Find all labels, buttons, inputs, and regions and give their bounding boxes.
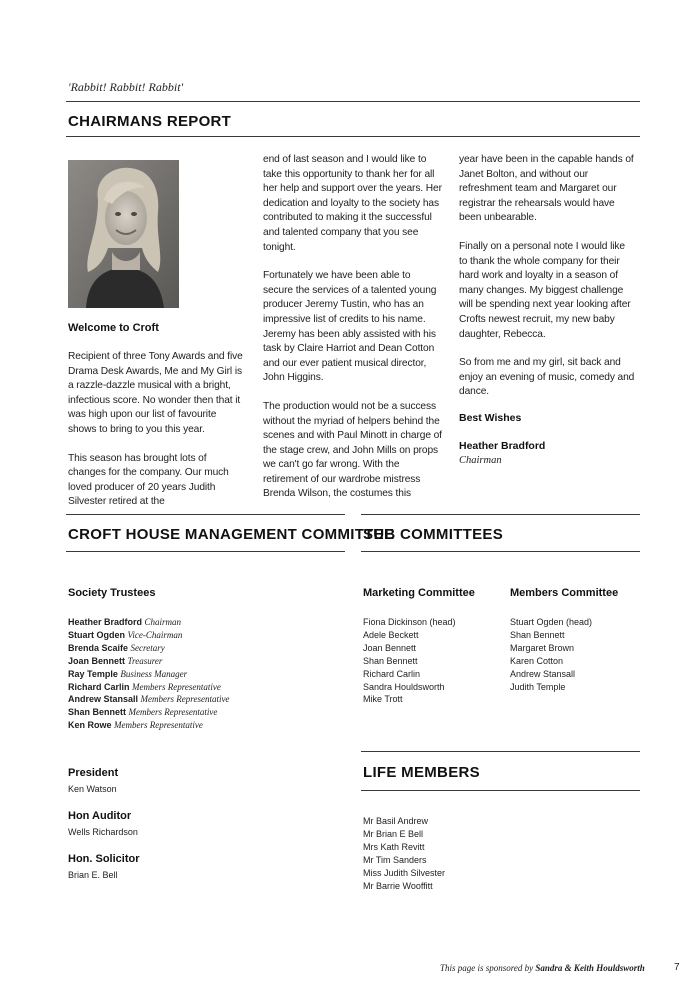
list-item: Miss Judith Silvester <box>363 867 446 878</box>
section-rule <box>66 136 640 137</box>
section-title-management-committee: CROFT HOUSE MANAGEMENT COMMITTEE <box>68 526 395 543</box>
report-paragraph: Finally on a personal note I would like to thank the whole company for their hard work and loyalty in a season of many changes. My biggest challenge will be spending next year looking after Crofts newest recruit, my new baby daughter, Rebecca. <box>459 240 631 340</box>
report-paragraph: The production would not be a success without the myriad of helpers behind the scenes and with Paul Minott in charge of the stage crew, and John Mills on props we can't go far wrong. With the retirement of our wardrobe mistress Brenda Wilson, the costumes this <box>263 400 442 500</box>
lifemembers-top-rule <box>361 751 640 752</box>
report-paragraph: So from me and my girl, sit back and enjoy an evening of music, comedy and dance. <box>459 357 635 398</box>
members-committee-list <box>510 616 592 693</box>
sponsor-name: Sandra & Keith Houldsworth <box>535 963 645 973</box>
section-title-life-members: LIFE MEMBERS <box>363 764 480 781</box>
list-item: Andrew Stansall <box>510 668 576 679</box>
list-item: Mike Trott <box>363 694 403 705</box>
report-column-3 <box>459 153 635 400</box>
section-title-sub-committees: SUB COMMITTEES <box>363 526 504 543</box>
list-item: Stuart Ogden (head) <box>510 617 593 627</box>
report-paragraph: Fortunately we have been able to secure the services of a talented young producer Jeremy Tustin, who has an impressive list of credits to his name. Jeremy has been ably assisted with his task by Claire Harriot and Dean Cotton and our ever patient musical director, John Higgins. <box>263 270 437 384</box>
list-item: Joan Bennett Treasurer <box>68 655 163 666</box>
list-item: Richard Carlin Members Representative <box>68 681 221 692</box>
list-item: Mr Basil Andrew <box>363 816 429 826</box>
solicitor-heading: Hon. Solicitor <box>68 853 140 865</box>
list-item: Mr Tim Sanders <box>363 854 427 865</box>
list-item: Mrs Kath Revitt <box>363 841 425 852</box>
members-committee-heading: Members Committee <box>510 587 619 599</box>
list-item: Andrew Stansall Members Representative <box>68 694 230 705</box>
sponsor-prefix: This page is sponsored by <box>440 963 536 973</box>
lifemembers-bottom-rule <box>361 790 640 791</box>
chairman-portrait-photo <box>68 160 179 308</box>
page-number: 7 <box>674 962 680 973</box>
auditor-heading: Hon Auditor <box>68 810 132 822</box>
management-bottom-rule <box>66 551 345 552</box>
list-item: Judith Temple <box>510 681 566 692</box>
list-item: Richard Carlin <box>363 668 421 679</box>
report-paragraph: Recipient of three Tony Awards and five Drama Desk Awards, Me and My Girl is a razzle-dazzle musical with a bright, infectious score. No wonder then that it was high upon our list of favourite shows to bring to you this year. <box>68 351 243 435</box>
trustees-heading: Society Trustees <box>68 587 156 599</box>
list-item: Brenda Scaife Secretary <box>68 642 165 653</box>
signatory-name: Heather Bradford <box>459 440 546 452</box>
solicitor-name: Brian E. Bell <box>68 870 118 880</box>
president-heading: President <box>68 767 119 779</box>
list-item: Margaret Brown <box>510 642 575 653</box>
list-item: Ray Temple Business Manager <box>68 668 188 679</box>
portrait-image <box>68 160 179 308</box>
list-item: Ken Rowe Members Representative <box>68 720 203 731</box>
report-paragraph: This season has brought lots of changes for the company. Our much loved producer of 20 years Judith Silvester retired at the <box>68 452 229 508</box>
sponsor-line <box>440 963 645 973</box>
marketing-committee-list <box>363 616 456 706</box>
list-item: Stuart Ogden Vice-Chairman <box>68 629 183 640</box>
trustees-list <box>68 616 229 732</box>
list-item: Shan Bennett Members Representative <box>68 707 218 718</box>
report-paragraph: year have been in the capable hands of Janet Bolton, and without our refreshment team and Margaret our registrar the rehearsals would have been unbearable. <box>459 154 634 224</box>
header-rule <box>66 101 640 102</box>
signatory-role: Chairman <box>459 455 502 466</box>
list-item: Sandra Houldsworth <box>363 681 445 692</box>
president-name: Ken Watson <box>68 784 117 794</box>
list-item: Shan Bennett <box>363 655 418 666</box>
list-item: Joan Bennett <box>363 642 417 653</box>
subcommittees-bottom-rule <box>361 551 640 552</box>
report-column-1 <box>68 350 246 510</box>
section-title-chairmans-report: CHAIRMANS REPORT <box>68 113 232 130</box>
list-item: Karen Cotton <box>510 655 564 666</box>
marketing-committee-heading: Marketing Committee <box>363 587 475 599</box>
list-item: Heather Bradford Chairman <box>68 617 182 627</box>
report-paragraph: end of last season and I would like to take this opportunity to thank her for all her help and support over the years. Her dedication and loyalty to the society has contributed to making it the successful and talented company that you see tonight. <box>263 154 442 253</box>
running-title: 'Rabbit! Rabbit! Rabbit' <box>68 80 184 94</box>
life-members-list <box>363 815 445 892</box>
list-item: Mr Brian E Bell <box>363 828 424 839</box>
list-item: Mr Barrie Wooffitt <box>363 880 433 891</box>
management-top-rule <box>66 514 345 515</box>
report-column-2 <box>263 153 443 502</box>
list-item: Shan Bennett <box>510 629 565 640</box>
list-item: Fiona Dickinson (head) <box>363 617 456 627</box>
welcome-heading: Welcome to Croft <box>68 322 159 334</box>
list-item: Adele Beckett <box>363 629 419 640</box>
sign-off: Best Wishes <box>459 412 522 424</box>
auditor-name: Wells Richardson <box>68 827 138 837</box>
subcommittees-top-rule <box>361 514 640 515</box>
